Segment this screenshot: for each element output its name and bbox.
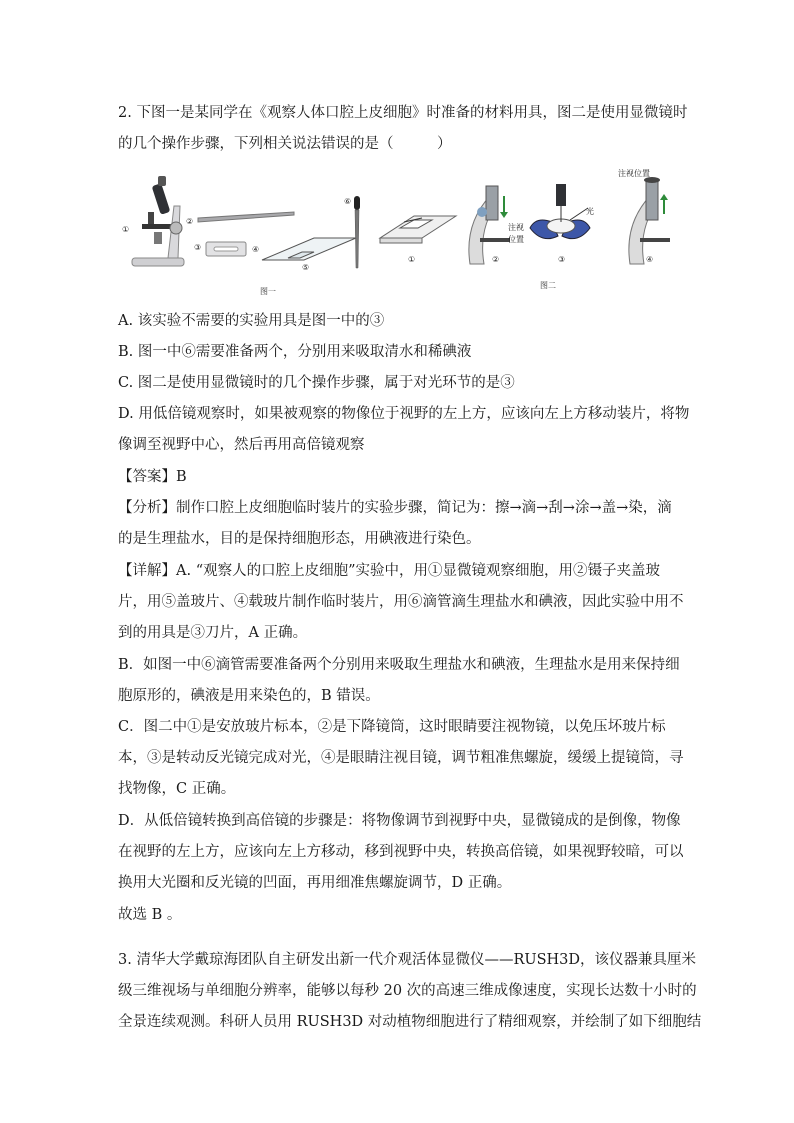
fig2-caption: 图二 bbox=[540, 281, 556, 290]
q2-answer: 【答案】B bbox=[118, 469, 187, 485]
q2-detail-line-4: B．如图一中⑥滴管需要准备两个分别用来吸取生理盐水和碘液，生理盐水是用来保持细 bbox=[118, 657, 680, 673]
q2-option-d-1: D. 用低倍镜观察时，如果被观察的物像位于视野的左上方，应该向左上方移动装片，将物 bbox=[118, 406, 690, 422]
fig1-label-6: ⑥ bbox=[344, 197, 352, 206]
q2-option-b: B. 图一中⑥需要准备两个，分别用来吸取清水和稀碘液 bbox=[118, 344, 472, 360]
fig2-step-3: ③ bbox=[558, 255, 566, 264]
q2-analysis-line-1: 【分析】制作口腔上皮细胞临时装片的实验步骤，简记为：擦→滴→刮→涂→盖→染，滴 bbox=[118, 500, 672, 516]
q2-detail-line-8: 找物像，C 正确。 bbox=[118, 781, 236, 797]
q2-detail-line-2: 片，用⑤盖玻片、④载玻片制作临时装片，用⑥滴管滴生理盐水和碘液，因此实验中用不 bbox=[118, 594, 684, 610]
razor-blade-icon bbox=[206, 242, 246, 256]
eyepiece-observe-icon bbox=[629, 177, 670, 264]
fig2-label-zhushi: 注视 bbox=[508, 223, 524, 232]
fig2-label-zhushi-weizhi: 注视位置 bbox=[618, 169, 650, 178]
q2-detail-line-6: C．图二中①是安放玻片标本，②是下降镜筒，这时眼睛要注视物镜，以免压坏玻片标 bbox=[118, 719, 666, 735]
microscope-icon bbox=[132, 176, 184, 266]
q2-option-a: A. 该实验不需要的实验用具是图一中的③ bbox=[118, 313, 385, 329]
fig1-label-2: ② bbox=[186, 217, 194, 226]
fig1-label-3: ③ bbox=[194, 243, 202, 252]
stage-slide-icon bbox=[380, 216, 456, 243]
q2-detail-line-1: 【详解】A. “观察人的口腔上皮细胞”实验中，用①显微镜观察细胞，用②镊子夹盖玻 bbox=[118, 563, 661, 579]
fig2-step-1: ① bbox=[408, 255, 416, 264]
q2-detail-line-9: D．从低倍镜转换到高倍镜的步骤是：将物像调节到视野中央，显微镜成的是倒像，物像 bbox=[118, 813, 681, 829]
q2-detail-line-3: 到的用具是③刀片，A 正确。 bbox=[118, 625, 308, 641]
q2-analysis-line-2: 的是生理盐水，目的是保持细胞形态，用碘液进行染色。 bbox=[118, 531, 481, 547]
fig2-label-weizhi: 位置 bbox=[508, 235, 524, 244]
q3-stem-line-1: 3. 清华大学戴琼海团队自主研发出新一代介观活体显微仪——RUSH3D，该仪器兼具厘米 bbox=[118, 952, 697, 968]
q2-figure bbox=[118, 166, 678, 300]
q2-detail-line-10: 在视野的左上方，应该向左上方移动，移到视野中央，转换高倍镜，如果视野较暗，可以 bbox=[118, 844, 684, 860]
q2-detail-line-7: 本，③是转动反光镜完成对光，④是眼睛注视目镜，调节粗准焦螺旋，缓缓上提镜筒，寻 bbox=[118, 750, 684, 766]
dropper-icon bbox=[354, 196, 360, 268]
mirror-adjust-icon bbox=[530, 184, 590, 239]
slide-icon bbox=[262, 238, 356, 260]
tweezers-icon bbox=[198, 212, 294, 222]
q2-option-d-2: 像调至视野中心，然后再用高倍镜观察 bbox=[118, 437, 365, 453]
q3-stem-line-2: 级三维视场与单细胞分辨率，能够以每秒 20 次的高速三维成像速度，实现长达数十小时的 bbox=[118, 983, 697, 999]
fig2-step-4: ④ bbox=[646, 255, 654, 264]
fig1-label-5: ⑤ bbox=[302, 263, 310, 272]
fig1-caption: 图一 bbox=[260, 287, 276, 296]
lowering-tube-icon bbox=[469, 186, 510, 264]
q3-stem-line-3: 全景连续观测。科研人员用 RUSH3D 对动植物细胞进行了精细观察，并绘制了如下细胞结 bbox=[118, 1014, 702, 1030]
q2-detail-line-5: 胞原形的，碘液是用来染色的，B 错误。 bbox=[118, 688, 380, 704]
q2-option-c: C. 图二是使用显微镜时的几个操作步骤，属于对光环节的是③ bbox=[118, 375, 515, 391]
q2-stem-line-2: 的几个操作步骤，下列相关说法错误的是（ ） bbox=[118, 136, 452, 152]
q2-detail-line-11: 换用大光圈和反光镜的凹面，再用细准焦螺旋调节，D 正确。 bbox=[118, 875, 512, 891]
q2-conclusion: 故选 B 。 bbox=[118, 907, 182, 923]
fig2-label-guang: 光 bbox=[586, 207, 594, 216]
fig1-label-1: ① bbox=[122, 225, 130, 234]
fig2-step-2: ② bbox=[492, 255, 500, 264]
q2-stem-line-1: 2. 下图一是某同学在《观察人体口腔上皮细胞》时准备的材料用具，图二是使用显微镜时 bbox=[118, 105, 688, 121]
fig1-label-4: ④ bbox=[252, 245, 260, 254]
